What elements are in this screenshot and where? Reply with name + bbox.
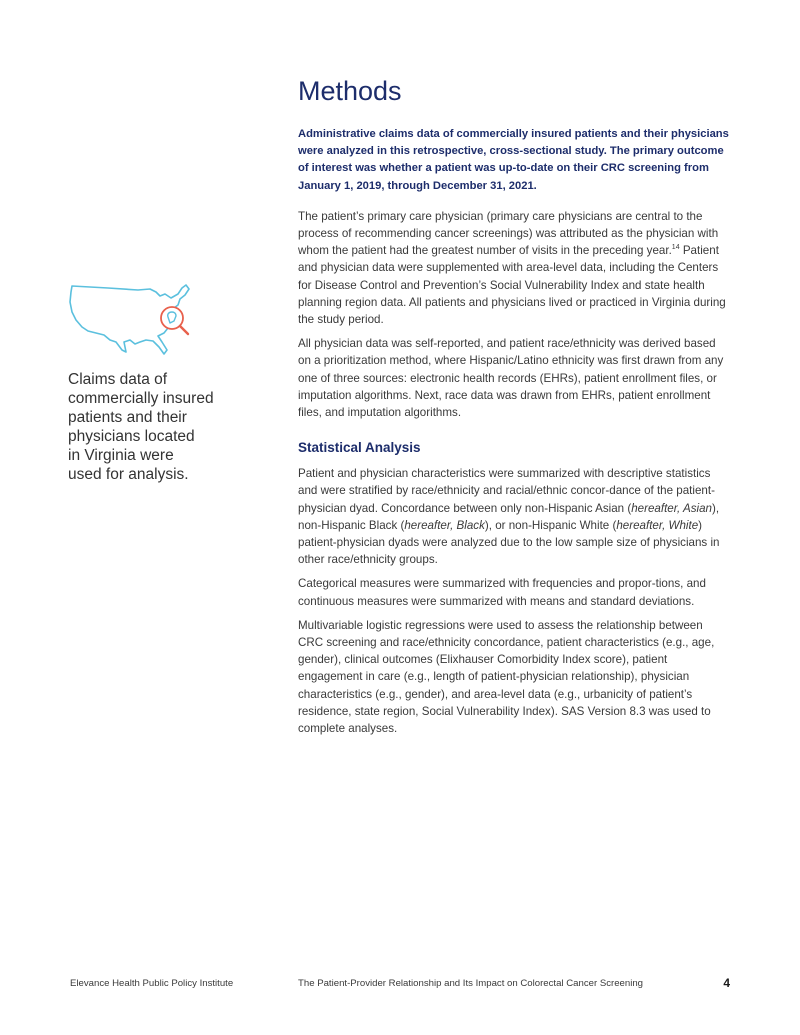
footnote-ref[interactable]: 14 (671, 244, 680, 252)
us-map-magnifier-icon (68, 280, 198, 358)
intro-summary: Administrative claims data of commercially insured patients and their physicians were analyzed in this retrospective, cross-sectional study. The primary outcome of interest was whether a patient was up-to-date on their CRC screening from January 1, 2019, through December 31, 2021. (298, 128, 729, 192)
section-heading-statistical-analysis: Statistical Analysis (298, 440, 421, 456)
paragraph-logistic-regression: Multivariable logistic regressions were used to assess the relationship between CRC screening and race/ethnicity concordance, patient characteristics (e.g., age, gender), clinical outcomes (Elixhauser Comorbidity Index score), patient engagement in care (e.g., length of patient-physician relationship), physician characteristics (e.g., gender), and area-level data (e.g., urbanicity of patient’s residence, state region, Social Vulnerability Index). SAS Version 8.3 was used to complete analyses. (298, 618, 715, 736)
page-footer (70, 977, 730, 993)
italic-term: hereafter, Black (404, 518, 485, 532)
main-content (298, 74, 730, 744)
sidebar-callout (68, 280, 238, 484)
paragraph-text: Patient and physician characteristics were summarized with descriptive statistics and were stratified by race/ethnicity and racial/ethnic concor-dance of the patient-physician dyad. Concordance between only non-Hispanic Asian ( (298, 467, 715, 515)
footer-organization: Elevance Health Public Policy Institute (70, 978, 234, 989)
paragraph-text: ), non-Hispanic Black ( (298, 501, 720, 532)
footer-report-title: The Patient-Provider Relationship and Its Impact on Colorectal Cancer Screening (298, 978, 644, 989)
paragraph-race-ethnicity: All physician data was self-reported, and patient race/ethnicity was derived based on a prioritization method, where Hispanic/Latino ethnicity was first drawn from any one of three sources: electronic health records (EHRs), patient enrollment files, or imputation algorithms. Next, race data was drawn from EHRs, patient enrollment files, and imputation algorithms. (298, 337, 724, 420)
page-title: Methods (298, 76, 402, 106)
page-number: 4 (723, 976, 730, 990)
paragraph-text: The patient’s primary care physician (primary care physicians are central to the process of recommending cancer screenings) was attributed as the physician with whom the patient had the greatest number of visits in the preceding year. (298, 209, 719, 258)
paragraph-text: Patient and physician data were supplemented with area-level data, including the Centers for Disease Control and Prevention’s Social Vulnerability Index and state health planning region data. All patients and physicians lived or practiced in Virginia during the study period. (298, 244, 726, 327)
paragraph-text: ) patient-physician dyads were analyzed due to the low sample size of physicians in other race/ethnicity groups. (298, 518, 720, 567)
italic-term: hereafter, White (616, 518, 699, 532)
paragraph-descriptive-statistics (298, 465, 730, 568)
paragraph-text: ), or non-Hispanic White ( (484, 518, 617, 532)
italic-term: hereafter, Asian (631, 501, 712, 515)
paragraph-physician-attribution (298, 208, 730, 328)
sidebar-caption: Claims data of commercially insured patients and their physicians located in Virginia were used for analysis. (68, 371, 214, 483)
paragraph-categorical-measures: Categorical measures were summarized with frequencies and propor-tions, and continuous measures were summarized with means and standard deviations. (298, 577, 706, 608)
